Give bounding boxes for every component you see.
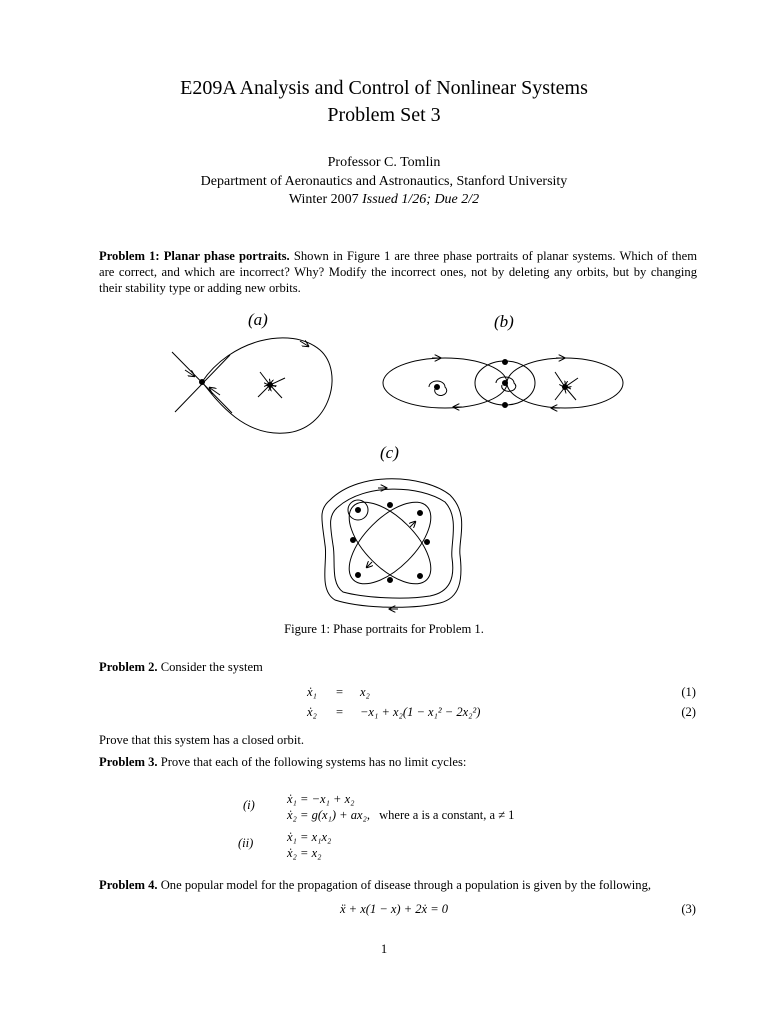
problem-set-title: Problem Set 3 [327, 104, 441, 126]
orbit-left [383, 358, 507, 408]
problem-4-text: One popular model for the propagation of disease through a population is given by the following, [160, 878, 652, 892]
term-line [0, 192, 768, 208]
author: Professor C. Tomlin [327, 155, 441, 170]
problem-3-text: Prove that each of the following systems has no limit cycles: [160, 755, 467, 769]
eq2-rhs: −x₁ + x₂(1 − x₁² − 2x₂²) [360, 705, 481, 719]
saddle-point-a [200, 380, 205, 385]
system-i-label: (i) [243, 798, 255, 812]
issue-dates: Issued 1/26; Due 2/2 [362, 192, 480, 207]
eq2-rel: = [336, 705, 344, 719]
problem-4-label: Problem 4. [99, 878, 158, 892]
portrait-b [383, 312, 623, 408]
system-i-eq1: ẋ₁ = −x₁ + x₂ [287, 792, 355, 806]
problem-1-text: Shown in Figure 1 are three phase portraits of planar systems. Which of them are correct, and which are incorrect? Why? Modify the incorrect ones, not by deleting any orbits, but by changing their stability type or adding new orbits. [99, 249, 697, 295]
system-ii-label: (ii) [238, 836, 254, 850]
eq3: ẍ + x(1 − x) + 2ẋ = 0 [340, 902, 449, 916]
eq2-lhs: ẋ₂ [307, 705, 317, 719]
phase-portraits-figure [0, 300, 768, 620]
orbit-right [507, 358, 623, 408]
eq1-lhs: ẋ₁ [307, 685, 317, 699]
label-c: (c) [380, 443, 399, 462]
focus-left [435, 385, 440, 390]
outer-orbit [322, 479, 462, 608]
problem-4 [99, 877, 697, 893]
problem-3 [99, 754, 697, 770]
homoclinic-loop [202, 338, 332, 433]
label-b: (b) [494, 312, 514, 331]
system-ii-eq1: ẋ₁ = x₁x₂ [287, 830, 332, 844]
system-i-eq2-expr: ẋ₂ = g(x₁) + ax₂, [287, 808, 371, 822]
problem-2-text: Consider the system [160, 660, 263, 674]
portrait-c [322, 443, 462, 609]
eq2-number: (2) [681, 705, 696, 719]
focus-middle [503, 381, 508, 386]
system-ii-eq2: ẋ₂ = x₂ [287, 846, 322, 860]
figure-caption: Figure 1: Phase portraits for Problem 1. [284, 622, 484, 636]
page-number: 1 [380, 942, 388, 956]
eq1-number: (1) [681, 685, 696, 699]
problem-3-label: Problem 3. [99, 755, 158, 769]
term: Winter 2007 [288, 192, 359, 207]
document-title: E209A Analysis and Control of Nonlinear Systems [180, 77, 588, 99]
system-i-eq2 [287, 808, 514, 823]
problem-2-after: Prove that this system has a closed orbit. [99, 733, 304, 747]
problem-2 [99, 659, 697, 675]
problem-1-label: Problem 1: Planar phase portraits. [99, 249, 290, 263]
portrait-a [172, 310, 332, 433]
problem-1 [99, 248, 697, 296]
department: Department of Aeronautics and Astronautics, Stanford University [200, 174, 568, 189]
problem-2-label: Problem 2. [99, 660, 158, 674]
eq3-number: (3) [681, 902, 696, 916]
eq1-rel: = [336, 685, 344, 699]
eq1-rhs: x₂ [360, 685, 370, 699]
system-i-note: where a is a constant, a ≠ 1 [379, 808, 515, 822]
label-a: (a) [248, 310, 268, 329]
